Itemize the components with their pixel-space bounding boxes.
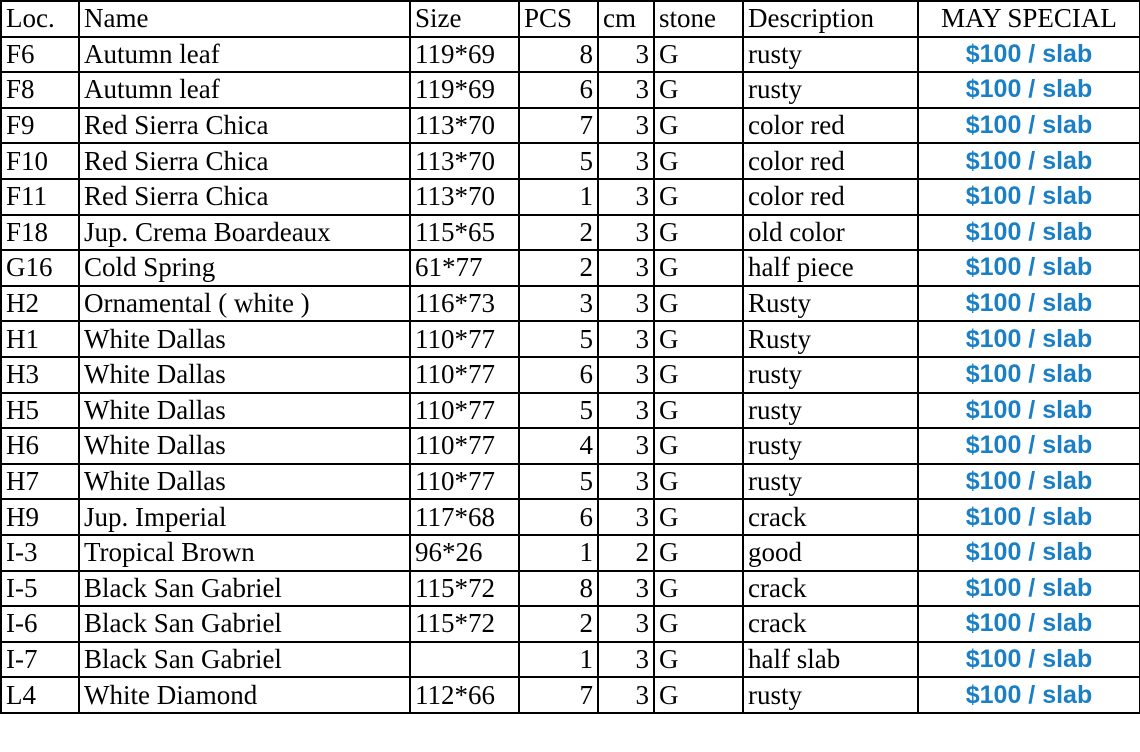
cell-cm: 3 (598, 464, 654, 500)
cell-description: rusty (743, 393, 918, 429)
cell-description: rusty (743, 677, 918, 713)
cell-stone: G (654, 428, 743, 464)
cell-cm: 3 (598, 321, 654, 357)
cell-loc: H1 (1, 321, 79, 357)
cell-stone: G (654, 72, 743, 108)
cell-size: 110*77 (410, 393, 519, 429)
cell-description: rusty (743, 37, 918, 73)
cell-cm: 3 (598, 143, 654, 179)
cell-pcs: 1 (519, 535, 598, 571)
cell-stone: G (654, 464, 743, 500)
header-cm: cm (598, 1, 654, 37)
header-row (1, 1, 1140, 37)
cell-name: White Dallas (79, 357, 410, 393)
table-body (1, 37, 1140, 713)
table-row (1, 179, 1140, 215)
cell-pcs: 8 (519, 571, 598, 607)
cell-pcs: 3 (519, 286, 598, 322)
cell-pcs: 1 (519, 179, 598, 215)
cell-stone: G (654, 535, 743, 571)
cell-size: 110*77 (410, 321, 519, 357)
cell-loc: F8 (1, 72, 79, 108)
cell-loc: I-5 (1, 571, 79, 607)
cell-size: 61*77 (410, 250, 519, 286)
cell-name: Ornamental ( white ) (79, 286, 410, 322)
cell-pcs: 5 (519, 464, 598, 500)
table-row (1, 499, 1140, 535)
cell-name: Red Sierra Chica (79, 108, 410, 144)
cell-price: $100 / slab (918, 428, 1140, 464)
cell-description: rusty (743, 428, 918, 464)
cell-loc: H3 (1, 357, 79, 393)
cell-price: $100 / slab (918, 250, 1140, 286)
cell-description: crack (743, 571, 918, 607)
cell-description: rusty (743, 357, 918, 393)
cell-pcs: 6 (519, 72, 598, 108)
cell-stone: G (654, 143, 743, 179)
cell-loc: I-3 (1, 535, 79, 571)
table-row (1, 571, 1140, 607)
table-row (1, 357, 1140, 393)
cell-size: 115*72 (410, 571, 519, 607)
cell-stone: G (654, 393, 743, 429)
cell-name: Autumn leaf (79, 72, 410, 108)
table-row (1, 677, 1140, 713)
cell-size: 113*70 (410, 108, 519, 144)
table-row (1, 72, 1140, 108)
cell-loc: F11 (1, 179, 79, 215)
cell-description: color red (743, 108, 918, 144)
cell-price: $100 / slab (918, 393, 1140, 429)
cell-pcs: 6 (519, 357, 598, 393)
cell-description: rusty (743, 464, 918, 500)
table-row (1, 393, 1140, 429)
cell-stone: G (654, 677, 743, 713)
cell-pcs: 2 (519, 215, 598, 251)
header-may-special: MAY SPECIAL (918, 1, 1140, 37)
cell-price: $100 / slab (918, 72, 1140, 108)
cell-description: half slab (743, 642, 918, 678)
cell-price: $100 / slab (918, 535, 1140, 571)
cell-cm: 2 (598, 535, 654, 571)
cell-loc: H9 (1, 499, 79, 535)
cell-pcs: 5 (519, 143, 598, 179)
cell-pcs: 2 (519, 250, 598, 286)
cell-price: $100 / slab (918, 179, 1140, 215)
cell-description: Rusty (743, 321, 918, 357)
cell-name: Black San Gabriel (79, 642, 410, 678)
table-row (1, 428, 1140, 464)
cell-cm: 3 (598, 286, 654, 322)
cell-description: rusty (743, 72, 918, 108)
table-row (1, 215, 1140, 251)
cell-pcs: 6 (519, 499, 598, 535)
cell-size: 96*26 (410, 535, 519, 571)
cell-stone: G (654, 499, 743, 535)
cell-stone: G (654, 642, 743, 678)
cell-description: color red (743, 143, 918, 179)
cell-size (410, 642, 519, 678)
cell-loc: I-7 (1, 642, 79, 678)
cell-cm: 3 (598, 357, 654, 393)
table-row (1, 535, 1140, 571)
cell-name: Black San Gabriel (79, 571, 410, 607)
cell-description: old color (743, 215, 918, 251)
cell-price: $100 / slab (918, 37, 1140, 73)
cell-cm: 3 (598, 499, 654, 535)
cell-pcs: 5 (519, 393, 598, 429)
cell-price: $100 / slab (918, 499, 1140, 535)
header-stone: stone (654, 1, 743, 37)
table-row (1, 321, 1140, 357)
cell-cm: 3 (598, 179, 654, 215)
cell-description: good (743, 535, 918, 571)
cell-cm: 3 (598, 606, 654, 642)
cell-size: 113*70 (410, 143, 519, 179)
cell-price: $100 / slab (918, 108, 1140, 144)
cell-cm: 3 (598, 37, 654, 73)
header-description: Description (743, 1, 918, 37)
cell-loc: F10 (1, 143, 79, 179)
cell-name: White Diamond (79, 677, 410, 713)
header-pcs: PCS (519, 1, 598, 37)
cell-cm: 3 (598, 677, 654, 713)
cell-size: 112*66 (410, 677, 519, 713)
cell-name: Black San Gabriel (79, 606, 410, 642)
cell-pcs: 5 (519, 321, 598, 357)
table-row (1, 143, 1140, 179)
cell-description: crack (743, 606, 918, 642)
cell-size: 115*72 (410, 606, 519, 642)
cell-name: Tropical Brown (79, 535, 410, 571)
table-row (1, 286, 1140, 322)
cell-name: White Dallas (79, 464, 410, 500)
cell-loc: L4 (1, 677, 79, 713)
cell-name: Red Sierra Chica (79, 179, 410, 215)
cell-name: White Dallas (79, 393, 410, 429)
cell-stone: G (654, 215, 743, 251)
header-name: Name (79, 1, 410, 37)
cell-price: $100 / slab (918, 286, 1140, 322)
cell-loc: I-6 (1, 606, 79, 642)
cell-name: Cold Spring (79, 250, 410, 286)
header-size: Size (410, 1, 519, 37)
cell-description: crack (743, 499, 918, 535)
cell-price: $100 / slab (918, 464, 1140, 500)
table-row (1, 108, 1140, 144)
cell-price: $100 / slab (918, 606, 1140, 642)
cell-description: Rusty (743, 286, 918, 322)
cell-stone: G (654, 571, 743, 607)
cell-pcs: 8 (519, 37, 598, 73)
cell-name: Autumn leaf (79, 37, 410, 73)
cell-pcs: 4 (519, 428, 598, 464)
cell-size: 110*77 (410, 357, 519, 393)
cell-loc: H5 (1, 393, 79, 429)
cell-size: 119*69 (410, 72, 519, 108)
cell-cm: 3 (598, 428, 654, 464)
cell-stone: G (654, 321, 743, 357)
table-row (1, 250, 1140, 286)
cell-loc: H6 (1, 428, 79, 464)
cell-price: $100 / slab (918, 143, 1140, 179)
cell-cm: 3 (598, 642, 654, 678)
cell-stone: G (654, 37, 743, 73)
cell-cm: 3 (598, 393, 654, 429)
cell-stone: G (654, 606, 743, 642)
cell-size: 116*73 (410, 286, 519, 322)
cell-cm: 3 (598, 571, 654, 607)
cell-pcs: 7 (519, 108, 598, 144)
cell-size: 119*69 (410, 37, 519, 73)
cell-loc: F6 (1, 37, 79, 73)
cell-stone: G (654, 108, 743, 144)
cell-price: $100 / slab (918, 571, 1140, 607)
cell-loc: H7 (1, 464, 79, 500)
cell-price: $100 / slab (918, 321, 1140, 357)
cell-size: 115*65 (410, 215, 519, 251)
cell-description: color red (743, 179, 918, 215)
table-row (1, 464, 1140, 500)
cell-name: Jup. Crema Boardeaux (79, 215, 410, 251)
header-loc: Loc. (1, 1, 79, 37)
cell-stone: G (654, 250, 743, 286)
cell-stone: G (654, 179, 743, 215)
cell-loc: F18 (1, 215, 79, 251)
cell-size: 110*77 (410, 428, 519, 464)
cell-name: White Dallas (79, 428, 410, 464)
cell-cm: 3 (598, 108, 654, 144)
cell-price: $100 / slab (918, 357, 1140, 393)
cell-size: 113*70 (410, 179, 519, 215)
cell-price: $100 / slab (918, 677, 1140, 713)
cell-cm: 3 (598, 72, 654, 108)
cell-loc: F9 (1, 108, 79, 144)
cell-size: 117*68 (410, 499, 519, 535)
cell-loc: G16 (1, 250, 79, 286)
cell-cm: 3 (598, 250, 654, 286)
cell-name: Red Sierra Chica (79, 143, 410, 179)
cell-description: half piece (743, 250, 918, 286)
cell-pcs: 2 (519, 606, 598, 642)
table-row (1, 606, 1140, 642)
cell-pcs: 1 (519, 642, 598, 678)
table-row (1, 37, 1140, 73)
cell-name: White Dallas (79, 321, 410, 357)
cell-stone: G (654, 357, 743, 393)
cell-stone: G (654, 286, 743, 322)
cell-loc: H2 (1, 286, 79, 322)
table-row (1, 642, 1140, 678)
cell-pcs: 7 (519, 677, 598, 713)
cell-price: $100 / slab (918, 215, 1140, 251)
cell-name: Jup. Imperial (79, 499, 410, 535)
cell-price: $100 / slab (918, 642, 1140, 678)
cell-size: 110*77 (410, 464, 519, 500)
cell-cm: 3 (598, 215, 654, 251)
